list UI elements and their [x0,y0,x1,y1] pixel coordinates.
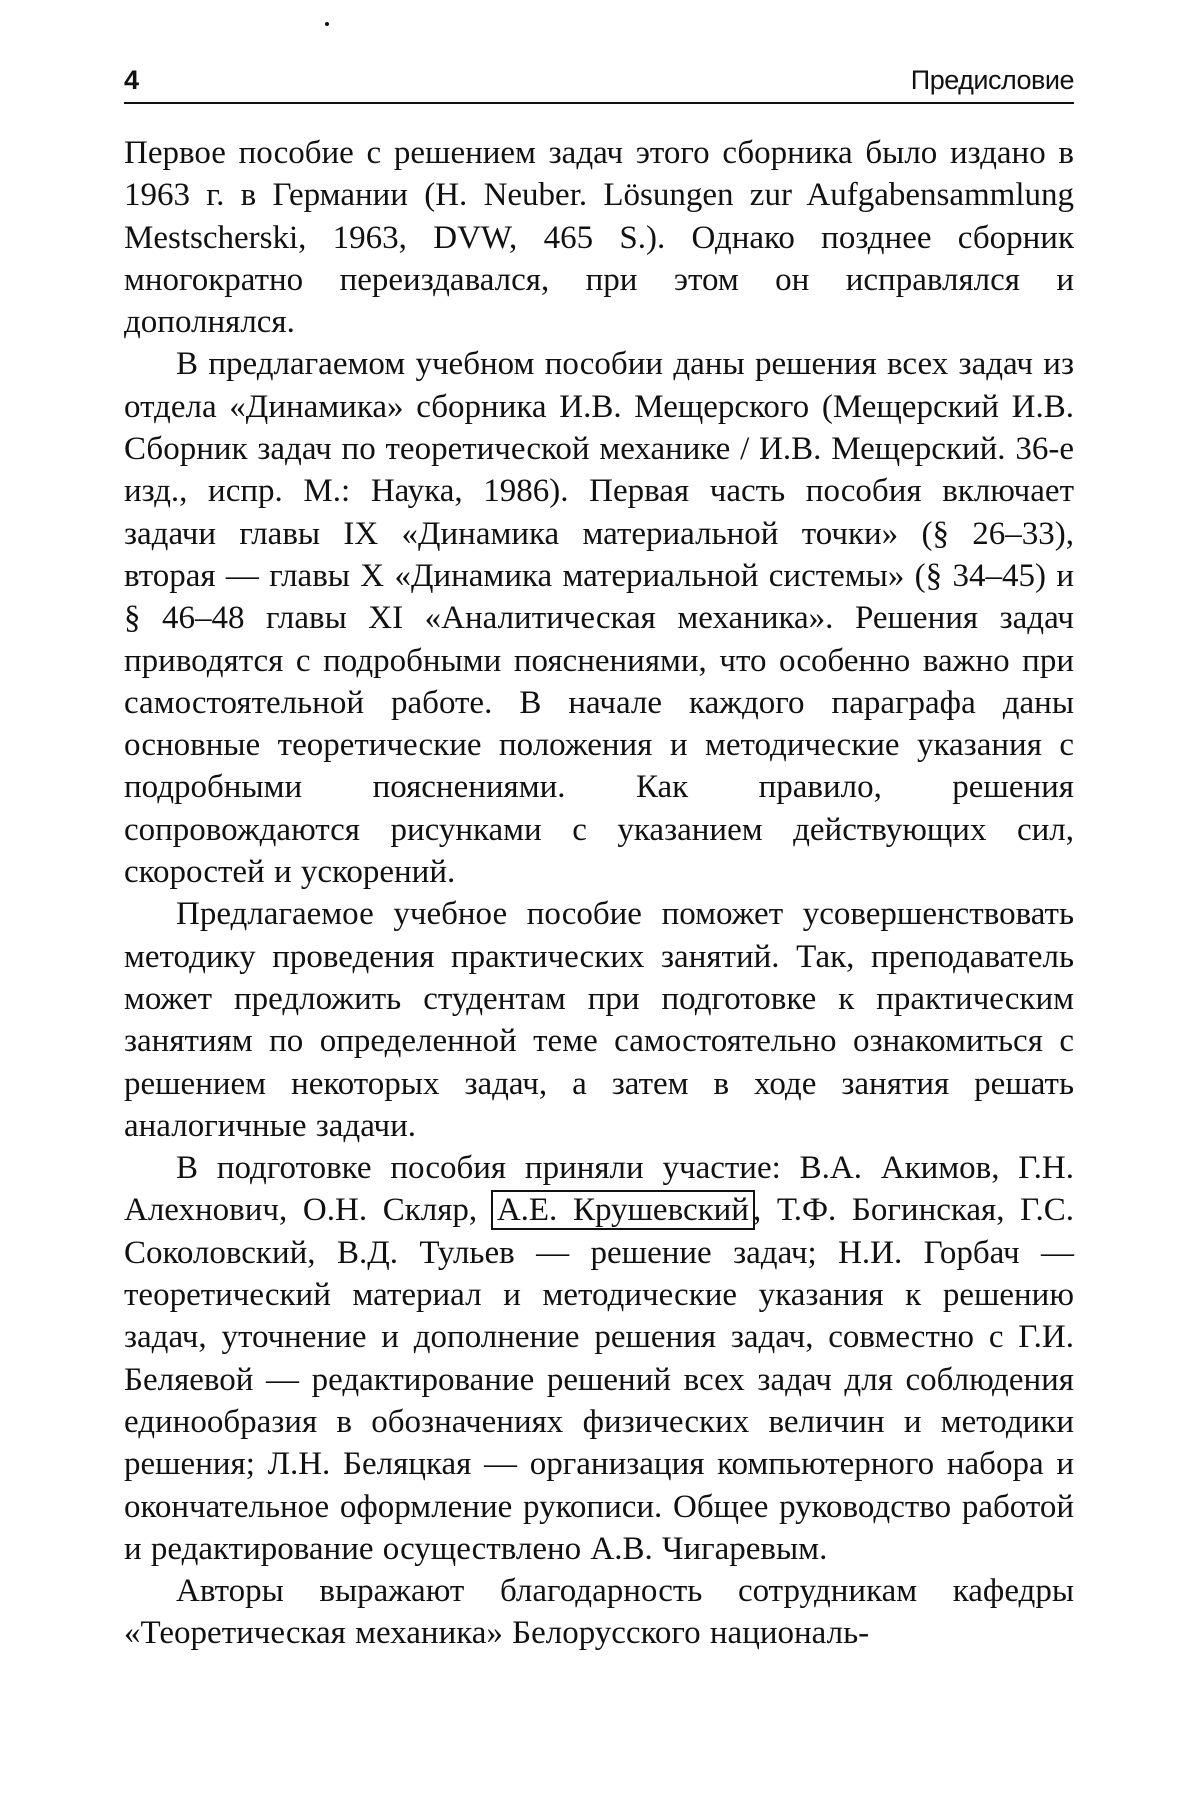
running-title: Предисловие [910,65,1074,95]
paragraph-first-edition: Первое пособие с решением задач этого сборника было издано в 1963 г. в Германии (H. Neuber. Lösungen zur Aufgabensammlung Mestscherski, 1963, DVW, 465 S.). Однако позднее сборник многократно переиздавался, при этом он исправлялся и дополнялся. [124,135,1074,341]
paragraph-acknowledgements: Авторы выражают благодарность сотрудникам кафедры «Теоретическая механика» Белорусского националь- [124,1573,1074,1652]
page-header [124,62,1074,104]
body-text [124,132,1074,1655]
paragraph-contents: В предлагаемом учебном пособии даны решения всех задач из отдела «Динамика» сборника И.В. Мещерского (Мещерский И.В. Сборник задач по теоретической механике / И.В. Мещерский. 36-е изд., испр. М.: Наука, 1986). Первая часть пособия включает задачи главы IX «Динамика материальной точки» (§ 26–33), вторая — главы X «Динамика материальной системы» (§ 34–45) и § 46–48 главы XI «Аналитическая механика». Решения задач приводятся с подробными пояснениями, что особенно важно при самостоятельной работе. В начале каждого параграфа даны основные теоретические положения и методические указания с подробными пояснениями. Как правило, решения сопровождаются рисунками с указанием действующих сил, скоростей и ускорений. [124,346,1074,891]
participants-before: В подготовке пособия приняли участие: В.А. Акимов, Г.Н. Алехнович, О.Н. Скляр, [124,1150,1074,1229]
page-number: 4 [124,65,140,95]
book-page [124,0,1074,1807]
participants-after: , Т.Ф. Богинская, Г.С. Соколовский, В.Д. Тульев — решение задач; Н.И. Горбач — теоретический материал и методические указания к решению задач, уточнение и дополнение решения задач, совместно с Г.И. Беляевой — редактирование решений всех задач для соблюдения единообразия в обозначениях физических величин и методики решения; Л.Н. Беляцкая — организация компьютерного набора и окончательное оформление рукописи. Общее руководство работой и редактирование осуществлено А.В. Чигаревым. [124,1192,1075,1567]
paragraph-participants [124,1147,1074,1570]
paragraph-purpose: Предлагаемое учебное пособие поможет усовершенствовать методику проведения практических занятий. Так, преподаватель может предложить студентам при подготовке к практическим занятиям по определенной теме самостоятельно ознакомиться с решением некоторых задач, а затем в ходе занятия решать аналогичные задачи. [124,896,1074,1144]
highlighted-name: А.Е. Крушевский [491,1190,755,1230]
